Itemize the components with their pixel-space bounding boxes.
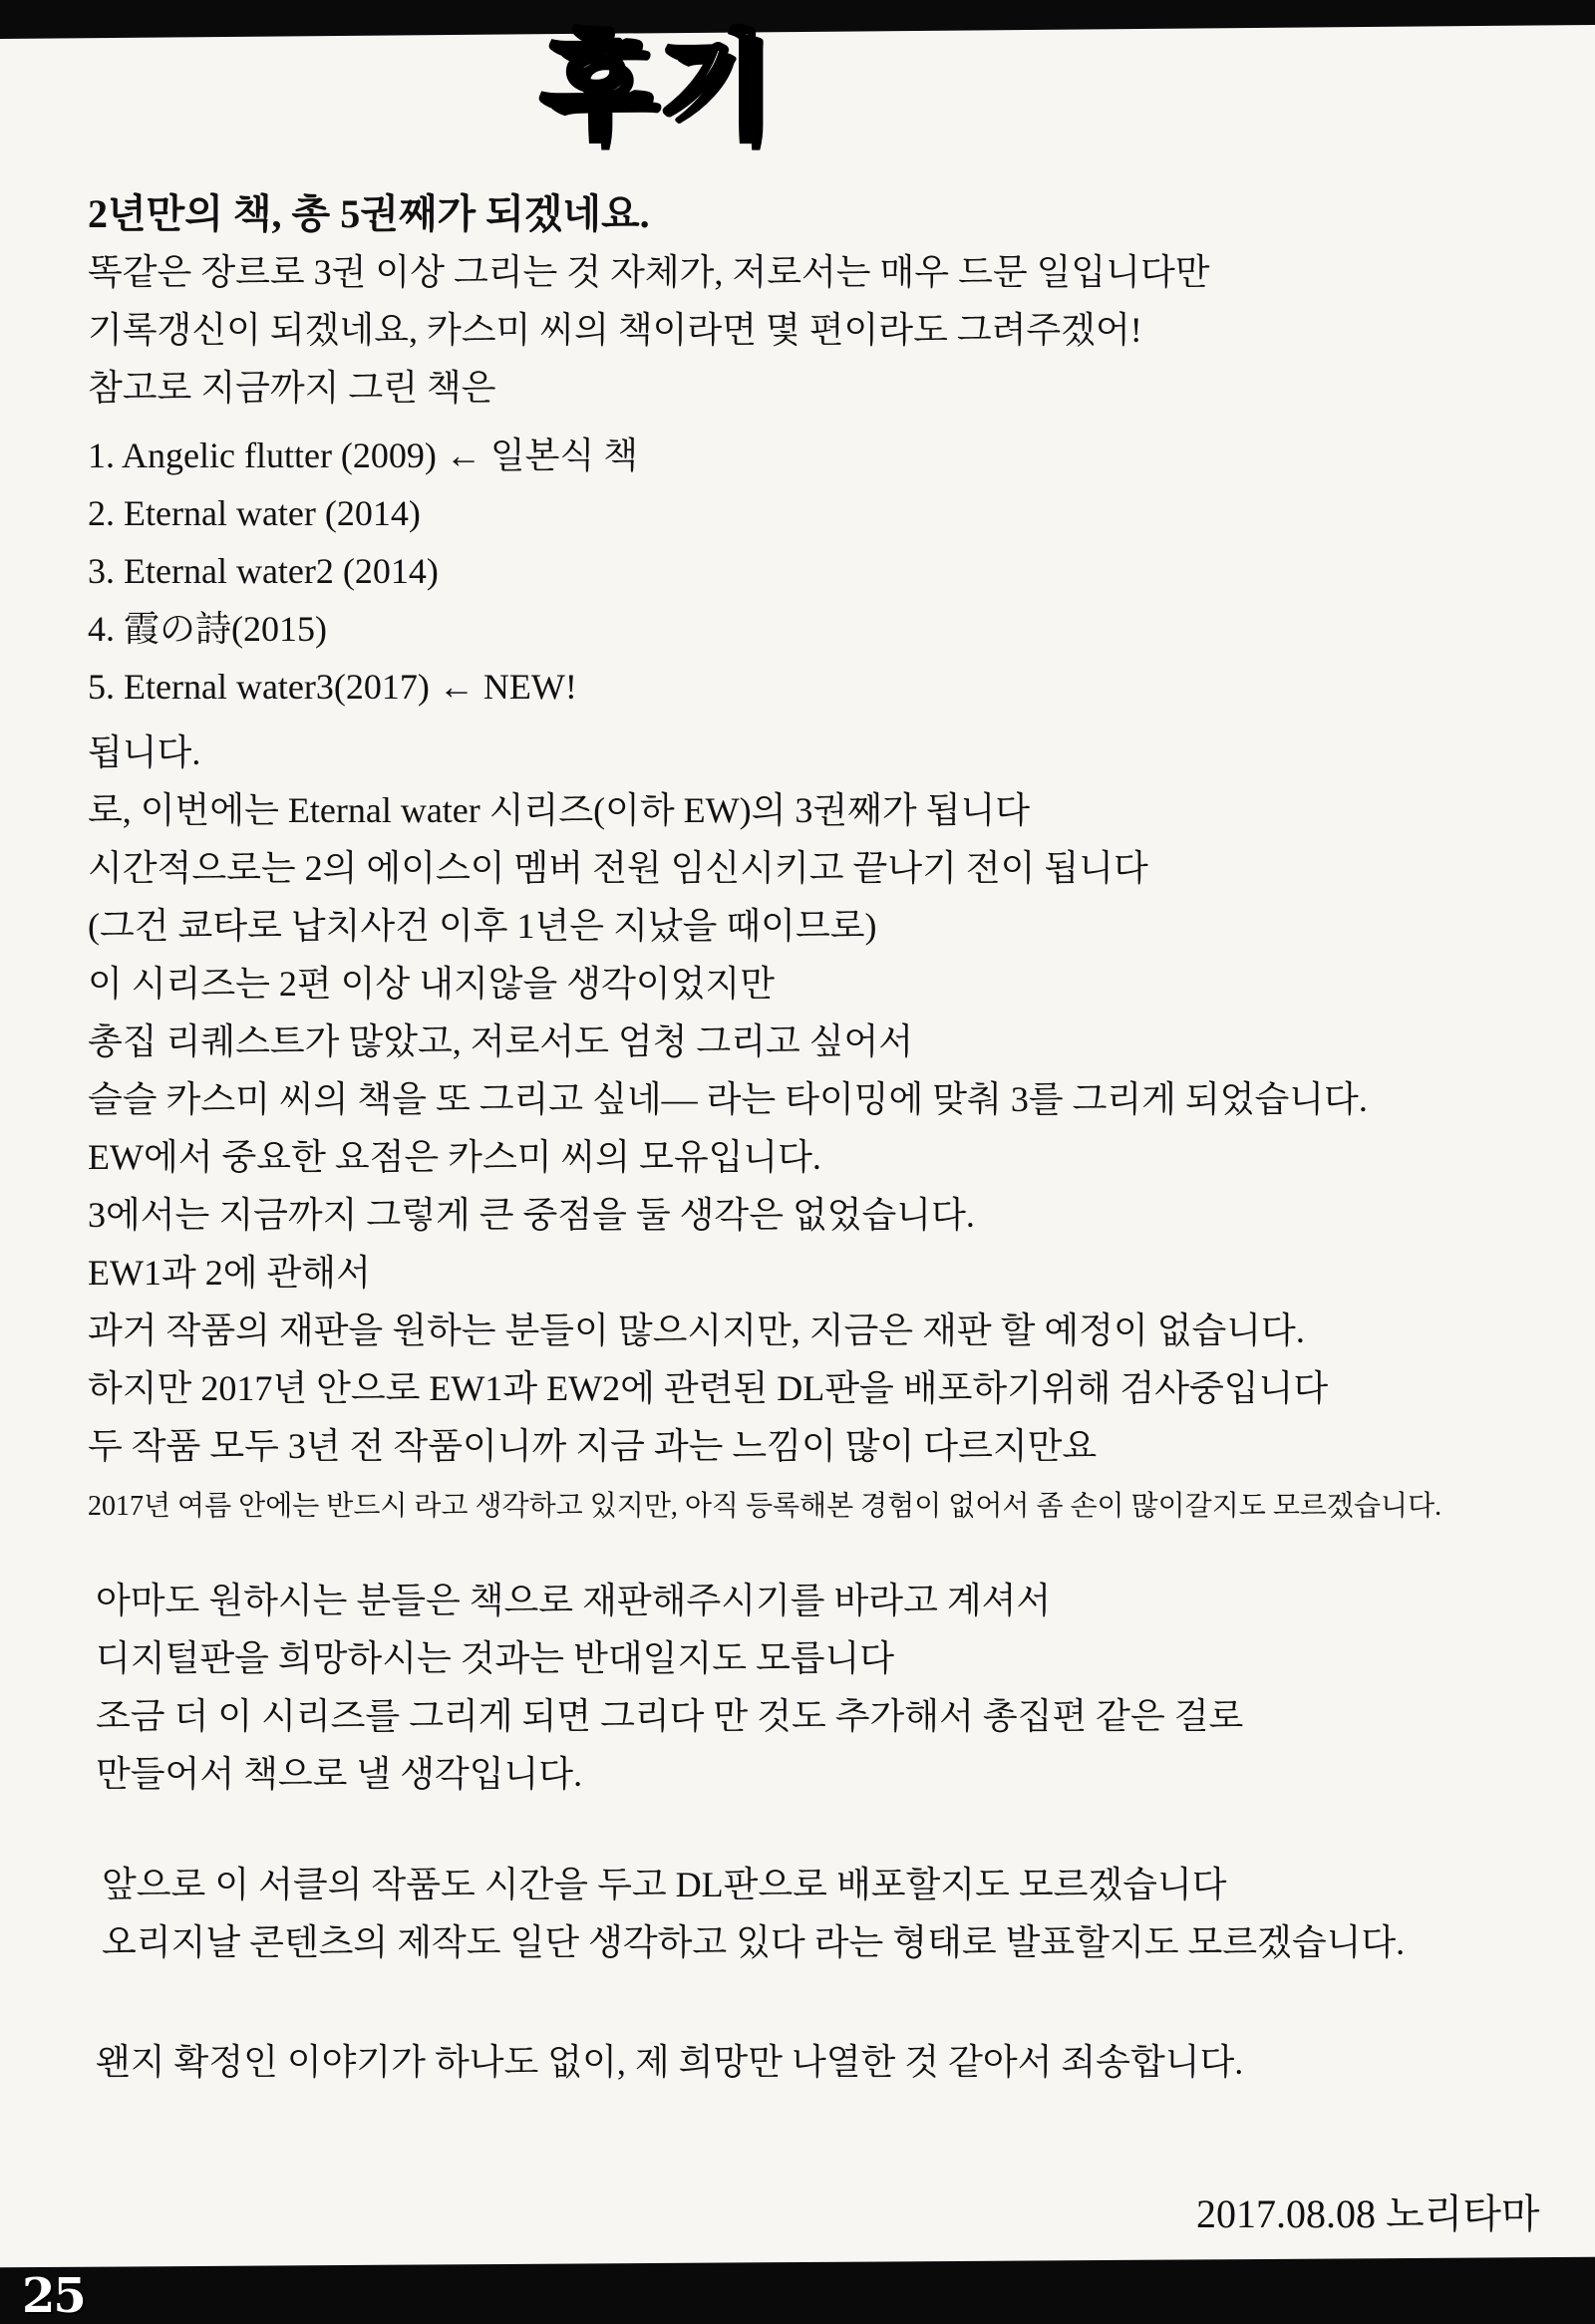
main-paragraph [88,724,1563,1475]
body-line: EW에서 중요한 요점은 카스미 씨의 모유입니다. [88,1137,821,1177]
body-line: 3에서는 지금까지 그렇게 큰 중점을 둘 생각은 없었습니다. [88,1195,975,1235]
intro-line: 똑같은 장르로 3권 이상 그리는 것 자체가, 저로서는 매우 드문 일입니다만 [88,252,1210,292]
intro-paragraph [88,243,1563,417]
body-line: 과거 작품의 재판을 원하는 분들이 많으시지만, 지금은 재판 할 예정이 없습니다. [88,1310,1305,1350]
body-line: 오리지날 콘텐츠의 제작도 일단 생각하고 있다 라는 형태로 발표할지도 모르겠습니다. [102,1922,1406,1962]
body-line: 하지만 2017년 안으로 EW1과 EW2에 관련된 DL판을 배포하기위해 검사중입니다 [88,1368,1329,1408]
body-line: EW1과 2에 관해서 [88,1253,371,1293]
body-line: 로, 이번에는 Eternal water 시리즈(이하 EW)의 3권째가 됩니다 [88,790,1031,830]
book-list-item: 5. Eternal water3(2017) ← NEW! [88,667,577,707]
body-line: 슬슬 카스미 씨의 책을 또 그리고 싶네— 라는 타이밍에 맞춰 3를 그리게 되었습니다. [88,1079,1368,1119]
bottom-scan-bar [0,2254,1595,2324]
body-line: 앞으로 이 서클의 작품도 시간을 두고 DL판으로 배포할지도 모르겠습니다 [102,1865,1227,1904]
apology-line: 왠지 확정인 이야기가 하나도 없이, 제 희망만 나열한 것 같아서 죄송합니다. [96,2042,1244,2082]
afterword-text [88,185,1563,2091]
book-list-item: 2. Eternal water (2014) [88,493,421,533]
afterword-heading: 2년만의 책, 총 5권째가 되겠네요. [88,191,650,236]
body-line: 조금 더 이 시리즈를 그리게 되면 그리다 만 것도 추가해서 총집편 같은 걸로 [96,1696,1244,1736]
page-title: 후기 [539,20,777,154]
body-line: 됩니다. [88,732,201,772]
page-number: 25 [22,2268,85,2324]
body-line: 두 작품 모두 3년 전 작품이니까 지금 과는 느낌이 많이 다르지만요 [88,1426,1098,1466]
small-note-line: 2017년 여름 안에는 반드시 라고 생각하고 있지만, 아직 등록해본 경험이 없어서 좀 손이 많이갈지도 모르겠습니다. [88,1491,1442,1522]
body-line: 아마도 원하시는 분들은 책으로 재판해주시기를 바라고 계셔서 [96,1581,1052,1620]
reprint-paragraph [88,1572,1563,1803]
book-list-item: 3. Eternal water2 (2014) [88,551,439,591]
intro-line: 참고로 지금까지 그린 책은 [88,368,496,408]
body-line: 총집 리퀘스트가 많았고, 저로서도 엄청 그리고 싶어서 [88,1021,914,1061]
book-list-item: 1. Angelic flutter (2009) ← 일본식 책 [88,436,639,475]
body-line: 이 시리즈는 2편 이상 내지않을 생각이었지만 [88,964,775,1004]
future-paragraph [88,1856,1563,1971]
body-line: 디지털판을 희망하시는 것과는 반대일지도 모릅니다 [96,1638,895,1678]
body-line: (그건 쿄타로 납치사건 이후 1년은 지났을 때이므로) [88,906,877,946]
book-list [88,427,1563,716]
body-line: 시간적으로는 2의 에이스이 멤버 전원 임신시키고 끝나기 전이 됩니다 [88,848,1148,888]
body-line: 만들어서 책으로 낼 생각입니다. [96,1754,583,1794]
intro-line: 기록갱신이 되겠네요, 카스미 씨의 책이라면 몇 편이라도 그려주겠어! [88,310,1142,350]
date-signature: 2017.08.08 노리타마 [1196,2191,1540,2236]
book-list-item: 4. 霞の詩(2015) [88,609,327,649]
